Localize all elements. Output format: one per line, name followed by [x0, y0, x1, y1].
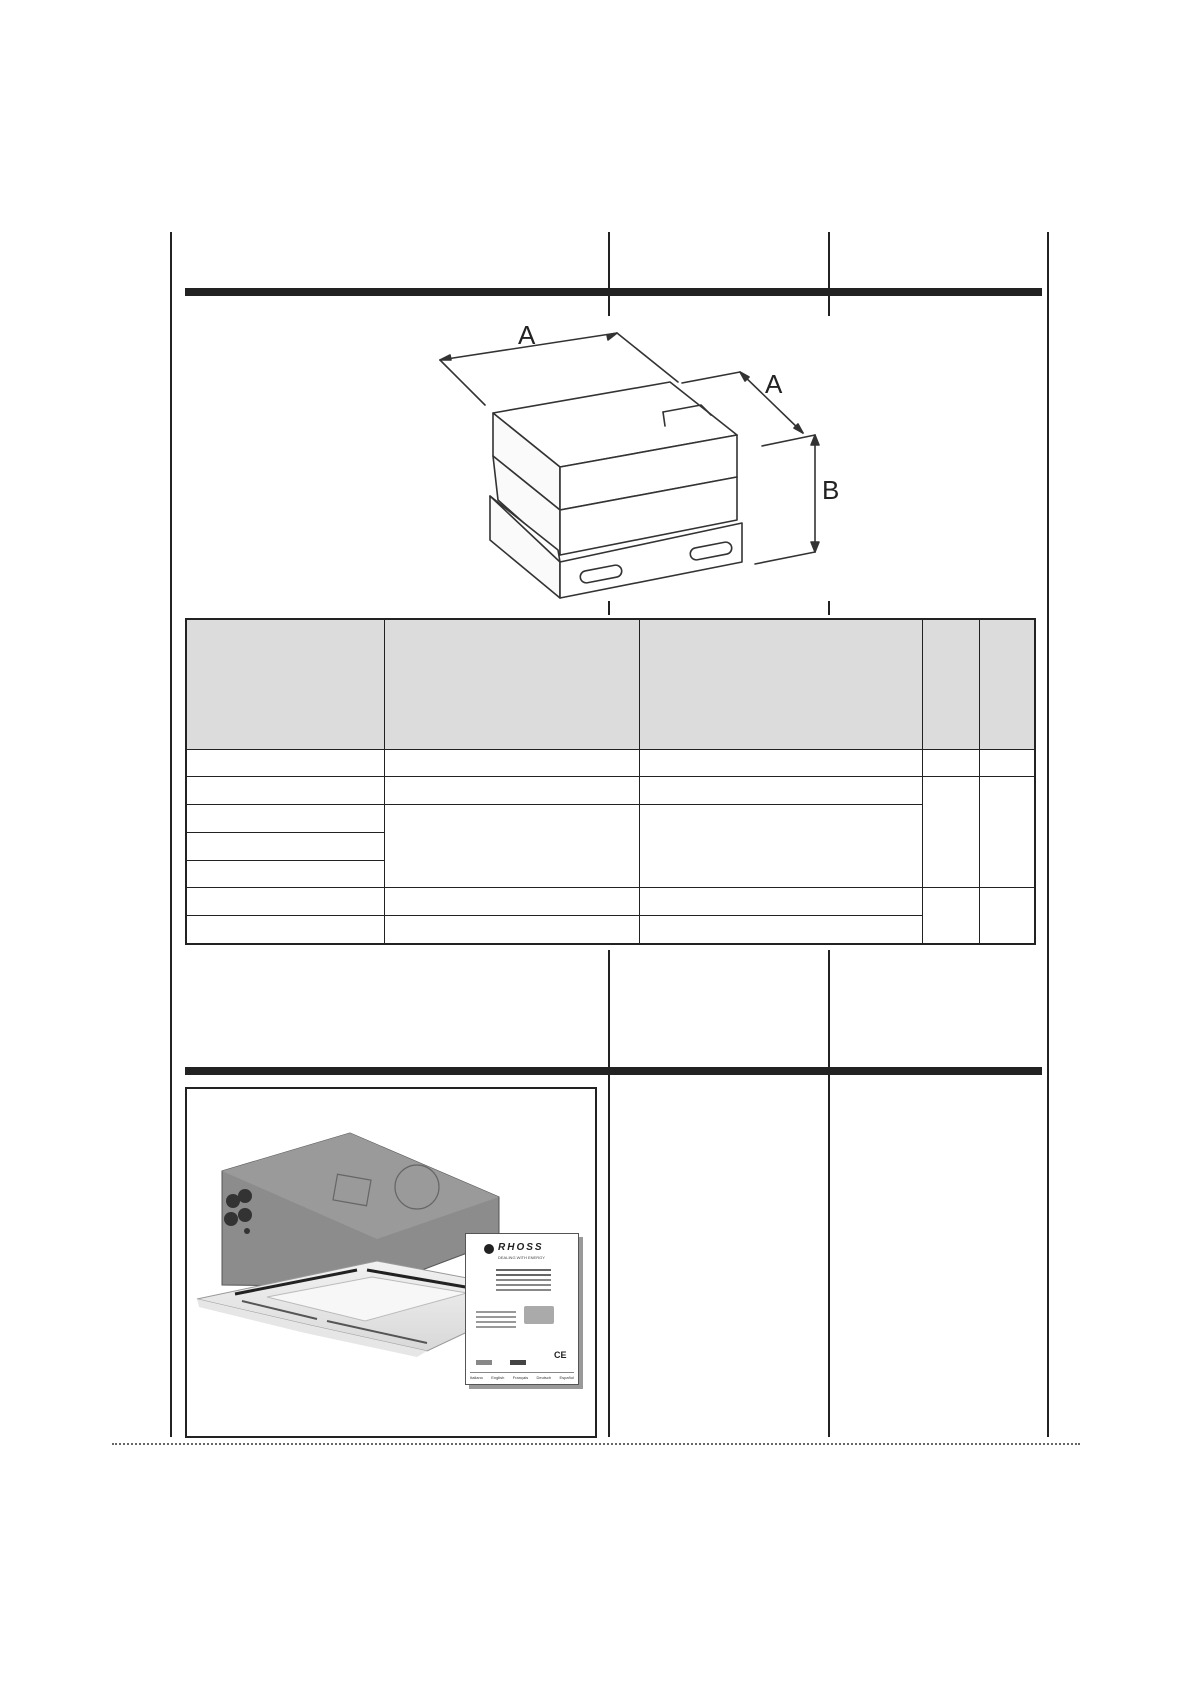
table-cell: [186, 805, 384, 833]
table-cell: [979, 888, 1035, 944]
table-cell: [639, 805, 922, 888]
packaging-box-figure: [420, 310, 840, 600]
table-cell: [979, 749, 1035, 777]
cover-language-bar: [470, 1372, 574, 1380]
section-bar-bottom: [185, 1067, 1042, 1075]
table-cell: [639, 916, 922, 944]
table-row: [186, 805, 1035, 833]
header-cell-model: [186, 619, 384, 749]
table-row: [186, 749, 1035, 777]
table-row: [186, 916, 1035, 944]
left-frame-line: [170, 232, 172, 1437]
cover-title-lines: [496, 1266, 551, 1294]
brand-tagline: DEALING WITH ENERGY: [498, 1255, 545, 1260]
header-cell-4: [922, 619, 979, 749]
packaging-box-drawing: [420, 310, 840, 600]
header-cell-5: [979, 619, 1035, 749]
section-bar-top: [185, 288, 1042, 296]
table-cell: [922, 749, 979, 777]
table-cell: [186, 777, 384, 805]
table-header-row: [186, 619, 1035, 749]
column-rule-1-bottom: [608, 950, 610, 1437]
product-photo-frame: [185, 1087, 597, 1438]
table-cell: [639, 777, 922, 805]
dimensions-table: [185, 618, 1036, 945]
table-cell: [384, 888, 639, 916]
table-cell: [186, 749, 384, 777]
header-cell-2: [384, 619, 639, 749]
language-label: English: [491, 1375, 505, 1380]
table-row: [186, 777, 1035, 805]
table-cell: [384, 749, 639, 777]
table-cell: [384, 777, 639, 805]
language-label: Deutsch: [536, 1375, 552, 1380]
dimension-label-a-top: A: [518, 320, 536, 350]
rhoss-logo: [484, 1244, 494, 1254]
language-label: Français: [512, 1375, 529, 1380]
table-cell: [384, 805, 639, 888]
dimension-label-a-side: A: [765, 369, 783, 399]
installation-manual-cover: [465, 1233, 579, 1385]
column-rule-1-top: [608, 232, 610, 316]
language-label: Italiano: [470, 1375, 483, 1380]
column-rule-1-tick: [608, 601, 610, 615]
table-cell: [384, 916, 639, 944]
page-cut-line: [112, 1443, 1080, 1445]
cover-model-lines: [476, 1308, 516, 1331]
table-cell: [979, 777, 1035, 888]
column-rule-2-bottom: [828, 950, 830, 1437]
brand-name: RHOSS: [498, 1242, 544, 1253]
language-label: Español: [559, 1375, 574, 1380]
table-row: [186, 888, 1035, 916]
table-cell: [922, 777, 979, 888]
table-cell: [186, 916, 384, 944]
column-rule-2-top: [828, 232, 830, 316]
table-cell: [639, 888, 922, 916]
dimension-label-b: B: [822, 475, 840, 505]
cover-footer-logos: [476, 1352, 546, 1370]
ce-mark: CE: [554, 1350, 567, 1360]
cover-unit-thumbnail: [524, 1306, 554, 1324]
table-cell: [186, 832, 384, 860]
table-cell: [639, 749, 922, 777]
table-cell: [186, 860, 384, 888]
header-cell-3: [639, 619, 922, 749]
right-frame-line: [1047, 232, 1049, 1437]
table-cell: [186, 888, 384, 916]
table-cell: [922, 888, 979, 944]
column-rule-2-tick: [828, 601, 830, 615]
